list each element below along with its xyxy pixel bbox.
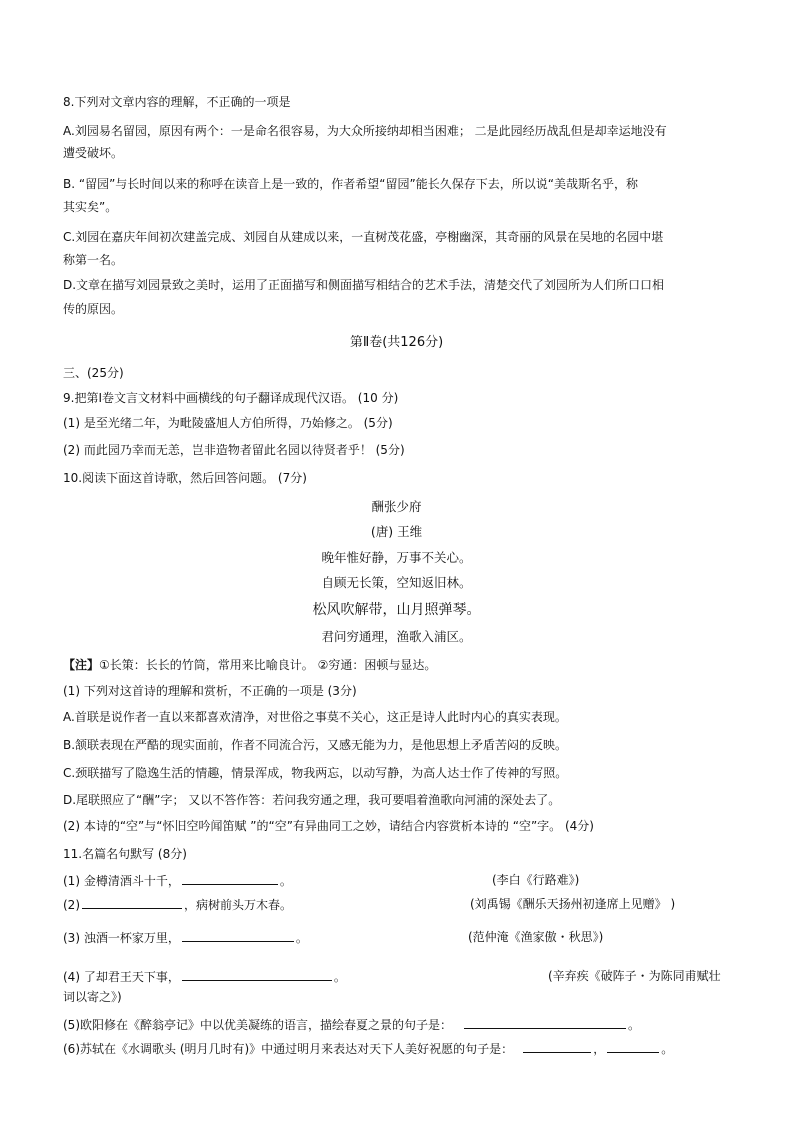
q10-sub1: (1) 下列对这首诗的理解和赏析，不正确的一项是 (3分) [63,684,357,698]
q8-option-c-line2: 称第一名。 [63,253,124,267]
answer-blank-6b[interactable] [607,1040,659,1053]
q10-option-a: A.首联是说作者一直以来都喜欢清净，对世俗之事莫不关心，这正是诗人此时内心的真实表现。 [63,710,567,724]
q8-option-a-line2: 遭受破坏。 [63,146,124,160]
q11-source-4-cont: 词以寄之》) [63,990,122,1004]
volume-2-title: 第Ⅱ卷(共126分) [349,335,444,350]
q11-source-2: (刘禹锡《酬乐天扬州初逢席上见赠》 ) [470,897,676,911]
poem-title: 酬张少府 [371,499,422,514]
section-3-heading: 三、(25分) [63,366,124,380]
q9-sentence-1: (1) 是至光绪二年，为毗陵盛旭人方伯所得，乃始修之。 (5分) [63,416,393,430]
q11-source-3: (范仲淹《渔家傲・秋思》) [468,930,604,944]
q11-source-4: (辛弃疾《破阵子・为陈同甫赋壮 [548,969,721,983]
q8-option-c-line1: C.刘园在嘉庆年间初次建盖完成、刘园自从建成以来，一直树茂花盛，亭榭幽深，其奇丽的风景在吴地的名园中堪 [63,230,664,244]
answer-blank-5[interactable] [464,1016,626,1029]
q10-option-c: C.颈联描写了隐逸生活的情趣，情景浑成，物我两忘，以动写静，为高人达士作了传神的写照。 [63,766,568,780]
answer-blank-2[interactable] [82,896,182,909]
q10-option-b: B.颔联表现在严酷的现实面前，作者不同流合污，又感无能为力，是他思想上矛盾苦闷的反映。 [63,738,568,752]
q10-option-d: D.尾联照应了“酬”字； 又以不答作答：若问我穷通之理，我可要唱着渔歌向河浦的深处去了。 [63,793,561,807]
q8-option-b-line1: B. “留园”与长时间以来的称呼在读音上是一致的，作者希望“留园”能长久保存下去，所以说“美哉斯名乎，称 [63,177,638,191]
q11-line-5: (5)欧阳修在《醉翁亭记》中以优美凝练的语言，描绘春夏之景的句子是： 。 [63,1018,641,1032]
q9-stem: 9.把第Ⅰ卷文言文材料中画横线的句子翻译成现代汉语。 (10 分) [63,391,399,405]
poem-note [63,657,436,673]
answer-blank-1[interactable] [182,872,278,885]
poem-line-1: 晚年惟好静，万事不关心。 [321,550,472,565]
q10-sub2: (2) 本诗的“空”与“怀旧空吟闻笛赋 ”的“空”有异曲同工之妙，请结合内容赏析本诗的 “空”字。 (4分) [63,819,594,833]
answer-blank-3[interactable] [182,929,294,942]
q11-line-2: (2) ，病树前头万木春。 [63,898,293,912]
q10-stem: 10.阅读下面这首诗歌，然后回答问题。 (7分) [63,471,307,485]
q11-stem: 11.名篇名句默写 (8分) [63,847,187,861]
note-label: 【注】 [63,658,100,672]
poem-line-2: 自顾无长策，空知返旧林。 [321,575,472,590]
q8-option-b-line2: 其实矣”。 [63,200,118,214]
note-text: ①长策：长长的竹筒，常用来比喻良计。 ②穷通：困顿与显达。 [99,658,437,672]
answer-blank-6a[interactable] [523,1040,591,1053]
poem-line-3: 松风吹解带，山月照弹琴。 [312,602,481,618]
q8-option-a-line1: A.刘园易名留园，原因有两个：一是命名很容易，为大众所接纳却相当困难； 二是此园经历战乱但是却幸运地没有 [63,124,667,138]
q11-line-6: (6)苏轼在《水调歌头 (明月几时有)》中通过明月来表达对天下人美好祝愿的句子是： ， 。 [63,1042,674,1056]
q11-line-3: (3) 浊酒一杯家万里， 。 [63,931,308,945]
q11-line-4: (4) 了却君王天下事， 。 [63,970,346,984]
q9-sentence-2: (2) 而此园乃幸而无恙，岂非造物者留此名园以待贤者乎！ (5分) [63,443,405,457]
answer-blank-4[interactable] [182,968,332,981]
q11-line-1: (1) 金樽清酒斗十千， 。 [63,874,292,888]
poem-line-4: 君问穷通理，渔歌入浦区。 [321,629,472,644]
q8-stem: 8.下列对文章内容的理解，不正确的一项是 [63,95,291,109]
q11-source-1: (李白《行路难》) [492,873,580,887]
q8-option-d-line1: D.文章在描写刘园景致之美时，运用了正面描写和侧面描写相结合的艺术手法，清楚交代了刘园所为人们所口口相 [63,278,665,292]
q8-option-d-line2: 传的原因。 [63,302,124,316]
poem-author: (唐) 王维 [370,524,423,539]
